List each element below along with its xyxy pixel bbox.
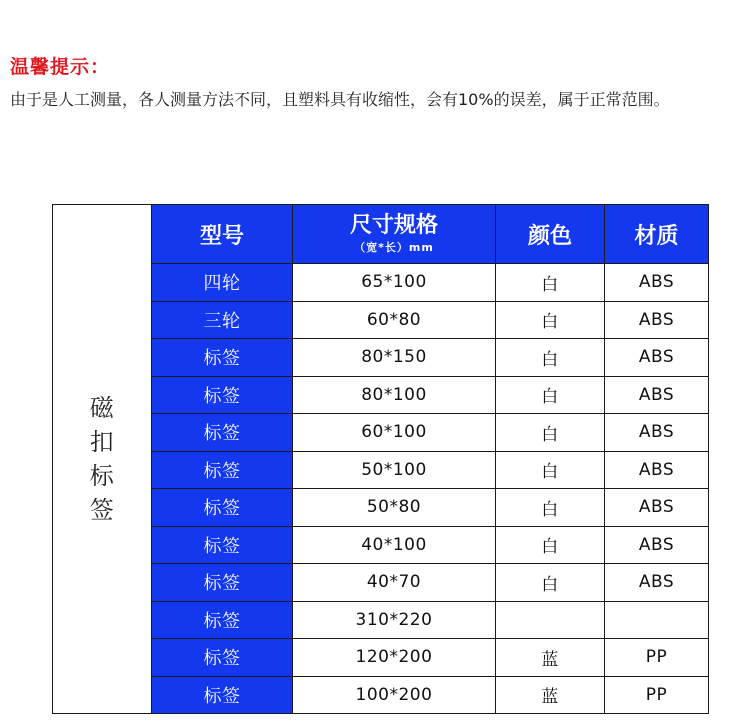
- color-cell: 蓝: [496, 676, 605, 714]
- model-cell: 标签: [152, 339, 293, 377]
- material-cell: ABS: [605, 264, 709, 302]
- size-cell: 100*200: [293, 676, 496, 714]
- header-material: 材质: [605, 205, 709, 264]
- model-cell: 标签: [152, 601, 293, 639]
- table-row: [53, 264, 709, 302]
- category-cell: [53, 205, 152, 714]
- size-cell: 80*150: [293, 339, 496, 377]
- size-cell: 310*220: [293, 601, 496, 639]
- color-cell: 白: [496, 526, 605, 564]
- table-row: [53, 526, 709, 564]
- size-cell: 40*70: [293, 564, 496, 602]
- header-model: 型号: [152, 205, 293, 264]
- model-cell: 三轮: [152, 301, 293, 339]
- material-cell: ABS: [605, 526, 709, 564]
- model-cell: 四轮: [152, 264, 293, 302]
- material-cell: ABS: [605, 414, 709, 452]
- category-char: 磁: [89, 394, 115, 422]
- spec-table-body: [53, 205, 709, 714]
- category-char: 标: [89, 462, 115, 490]
- model-cell: 标签: [152, 414, 293, 452]
- notice-title: 温馨提示：: [10, 56, 111, 78]
- color-cell: 白: [496, 564, 605, 602]
- header-size-label: 尺寸规格: [349, 212, 438, 238]
- material-cell: PP: [605, 676, 709, 714]
- color-cell: 蓝: [496, 639, 605, 677]
- table-row: [53, 414, 709, 452]
- model-cell: 标签: [152, 451, 293, 489]
- size-cell: 50*100: [293, 451, 496, 489]
- material-cell: [605, 601, 709, 639]
- table-row: [53, 564, 709, 602]
- material-cell: ABS: [605, 451, 709, 489]
- color-cell: 白: [496, 301, 605, 339]
- table-row: [53, 301, 709, 339]
- material-cell: ABS: [605, 376, 709, 414]
- header-size: [293, 205, 496, 264]
- color-cell: 白: [496, 339, 605, 377]
- size-cell: 80*100: [293, 376, 496, 414]
- size-cell: 60*100: [293, 414, 496, 452]
- material-cell: ABS: [605, 301, 709, 339]
- model-cell: 标签: [152, 564, 293, 602]
- material-cell: ABS: [605, 564, 709, 602]
- material-cell: ABS: [605, 489, 709, 527]
- model-cell: 标签: [152, 526, 293, 564]
- category-char: 扣: [89, 428, 115, 456]
- notice-text: 由于是人工测量，各人测量方法不同，且塑料具有收缩性，会有10%的误差，属于正常范围。: [10, 90, 670, 109]
- header-color: 颜色: [496, 205, 605, 264]
- category-char: 签: [89, 496, 115, 524]
- header-row: [53, 205, 709, 264]
- color-cell: 白: [496, 376, 605, 414]
- color-cell: 白: [496, 414, 605, 452]
- table-row: [53, 376, 709, 414]
- color-cell: 白: [496, 489, 605, 527]
- table-row: [53, 601, 709, 639]
- material-cell: PP: [605, 639, 709, 677]
- model-cell: 标签: [152, 489, 293, 527]
- material-cell: ABS: [605, 339, 709, 377]
- size-cell: 120*200: [293, 639, 496, 677]
- color-cell: 白: [496, 264, 605, 302]
- table-row: [53, 451, 709, 489]
- table-row: [53, 639, 709, 677]
- model-cell: 标签: [152, 639, 293, 677]
- table-row: [53, 489, 709, 527]
- model-cell: 标签: [152, 376, 293, 414]
- size-cell: 40*100: [293, 526, 496, 564]
- spec-table: [52, 204, 709, 714]
- size-cell: 65*100: [293, 264, 496, 302]
- size-cell: 60*80: [293, 301, 496, 339]
- color-cell: 白: [496, 451, 605, 489]
- model-cell: 标签: [152, 676, 293, 714]
- size-cell: 50*80: [293, 489, 496, 527]
- header-size-unit: （宽*长）mm: [354, 240, 434, 254]
- table-row: [53, 339, 709, 377]
- color-cell: [496, 601, 605, 639]
- table-row: [53, 676, 709, 714]
